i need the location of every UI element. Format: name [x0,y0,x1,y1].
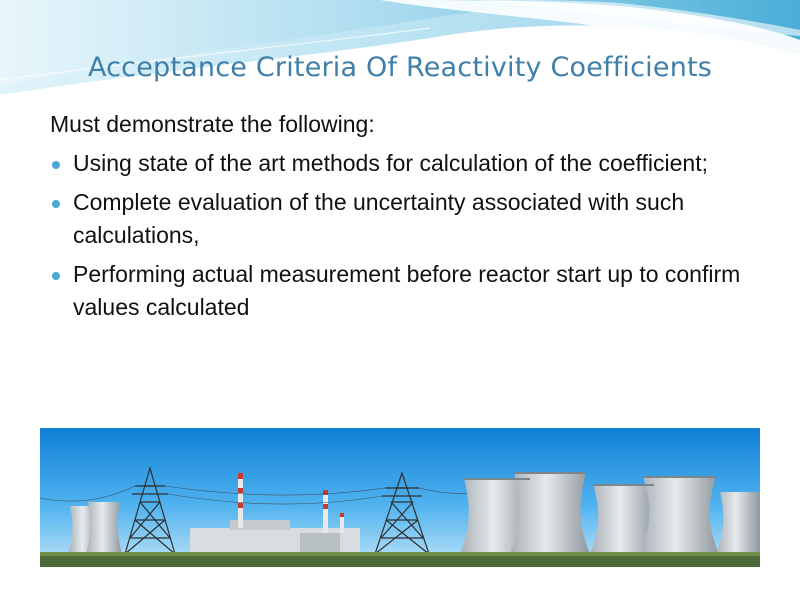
intro-text: Must demonstrate the following: [50,111,375,137]
bullet-list [50,147,750,324]
bullet-text: Complete evaluation of the uncertainty associated with such calculations, [73,189,685,248]
bullet-icon [52,200,60,208]
bullet-icon [52,161,60,169]
bullet-text: Performing actual measurement before reactor start up to confirm values calculated [73,261,741,320]
slide-body [50,108,750,330]
bullet-item [50,186,750,252]
power-plant-photo [40,428,760,567]
bullet-item [50,147,750,180]
bullet-text: Using state of the art methods for calculation of the coefficient; [73,150,708,176]
slide-title: Acceptance Criteria Of Reactivity Coefficients [87,52,713,83]
bullet-icon [52,272,60,280]
bullet-item [50,258,750,324]
